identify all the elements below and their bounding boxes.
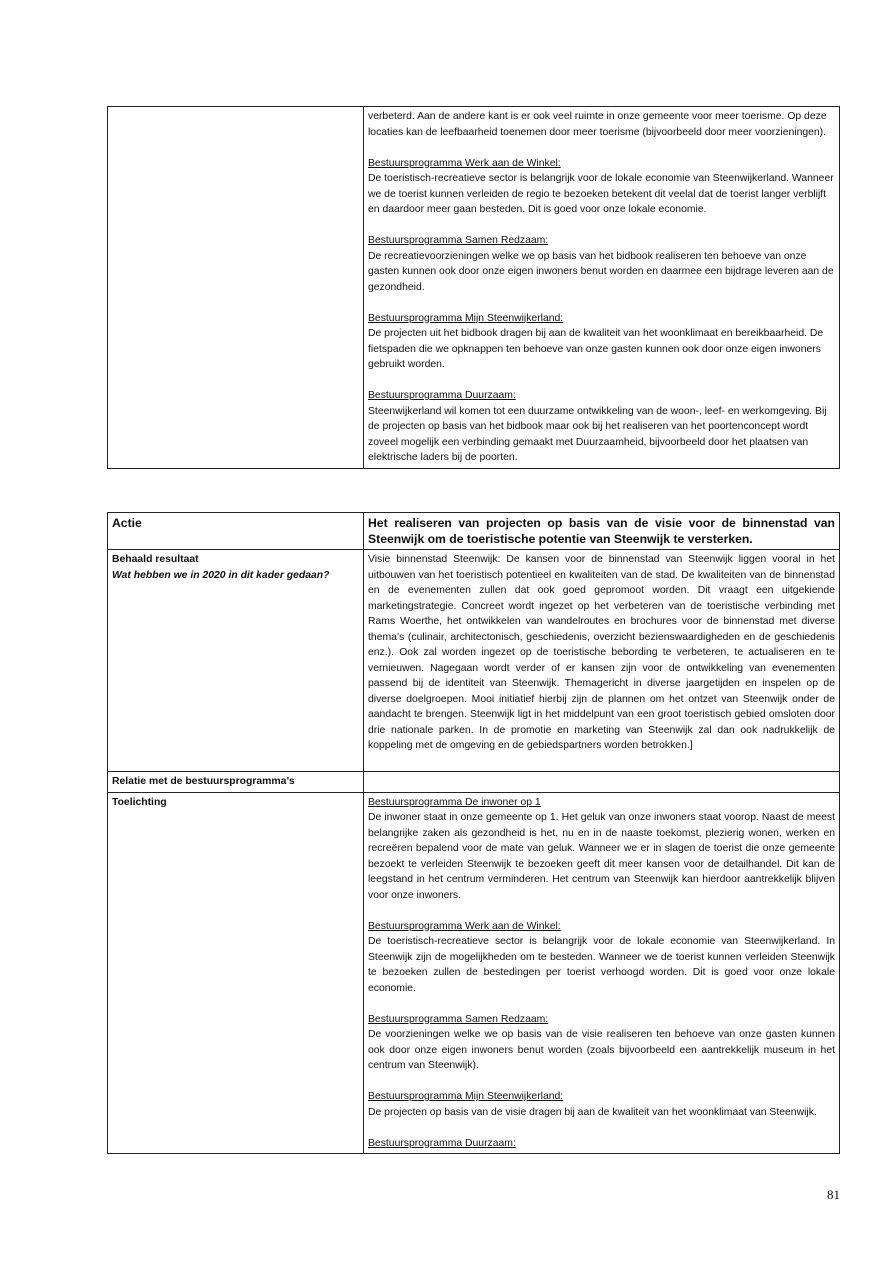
empty-left-cell [108,107,364,469]
resultaat-label-cell [108,550,364,772]
section-heading: Bestuursprogramma Samen Redzaam: [368,235,549,246]
toelichting-cell [364,792,840,1154]
section-text: De projecten uit het bidbook dragen bij aan de kwaliteit van het woonklimaat en bereikbaarheid. De fietspaden die we opknappen ten behoeve van onze gasten kunnen ook door onze eigen inwoners gebruikt worden. [368,328,824,370]
toelichting-label: Toelichting [108,792,364,1154]
section-text: De projecten op basis van de visie dragen bij aan de kwaliteit van het woonklimaat van Steenwijk. [368,1106,817,1118]
section-heading: Bestuursprogramma Mijn Steenwijkerland: [368,312,564,324]
section-heading: Bestuursprogramma Duurzaam: [368,1137,516,1149]
section-text: De toeristisch-recreatieve sector is belangrijk voor de lokale economie van Steenwijkerland. In Steenwijk zijn de mogelijkheden om te besteden. Wanneer we de toerist kunnen verleiden Steenwijk te bezoeken zullen de bestedingen per toerist verhoogd worden. Dit is goed voor onze lokale economie. [368,936,835,994]
section-text: De inwoner staat in onze gemeente op 1. Het geluk van onze inwoners staat voorop. Naast de meest belangrijke zaken als gezondheid is het, nu en in de naaste toekomst, plezierig wonen, werken en recreëren bepalend voor de mate van geluk. Wanneer we er in slagen de toerist die onze gemeente bezoekt te verleiden Steenwijk te bezoeken geeft dit meer kansen voor de detailhandel. Dit kan de leegstand in het centrum verminderen. Het centrum van Steenwijk kan hierdoor aantrekkelijk blijven voor onze inwoners. [368,812,835,901]
actie-label: Actie [108,513,364,550]
relatie-label: Relatie met de bestuursprogramma’s [108,772,364,793]
resultaat-text: Visie binnenstad Steenwijk: De kansen voor de binnenstad van Steenwijk liggen vooral in het uitbouwen van het toeristisch potentieel en kwaliteiten van de stad. De kwaliteiten van de binnenstad en de evenementen zullen dat ook goed gepromoot worden. Dit vraagt een uitgekiende marketingstrategie. Concreet wordt ingezet op het verbeteren van de toeristische verbinding met Rams Woerthe, het ontwikkelen van wandelroutes en brochures voor de binnenstad met diverse thema’s (culinair, architectonisch, geschiedenis, overzicht bezienswaardigheden en de geschiedenis enz.). Ook zal worden ingezet op de toeristische bebording te verbeteren, te actualiseren en te vernieuwen. Nagegaan wordt verder of er kansen zijn voor de ontwikkeling van evenementen passend bij de identiteit van Steenwijk. Themagericht in diverse jaargetijden en inspelen op de diverse doelgroepen. Mooi initiatief hierbij zijn de plannen om het ontzet van Steenwijk onder de aandacht te brengen. Steenwijk ligt in het middelpunt van een groot toeristisch gebied omsloten door drie nationale parken. In de promotie en marketing van Steenwijk zal dan ook nadrukkelijk de koppeling met de omgeving en de gebiedspartners worden betrokken.] [368,554,835,751]
section-text: De recreatievoorzieningen welke we op basis van het bidbook realiseren ten behoeve van onze gasten kunnen ook door onze eigen inwoners benut worden en daarmee een bijdrage leveren aan de gezondheid. [368,250,834,293]
table-continuation [107,106,840,469]
actie-table [107,512,840,1154]
toelichting-cell-continued [364,107,840,469]
section-text: Steenwijkerland wil komen tot een duurzame ontwikkeling van de woon-, leef- en werkomgeving. Bij de projecten op basis van het bidbook maar ook bij het realiseren van het poortenconcept wordt zoveel mogelijk een verbinding gemaakt met Duurzaamheid, bijvoorbeeld door het plaatsen van elektrische laders bij de poorten. [368,405,827,463]
section-heading: Bestuursprogramma Duurzaam: [368,390,516,401]
section-heading: Bestuursprogramma Werk aan de Winkel: [368,157,561,169]
section-heading: Bestuursprogramma Mijn Steenwijkerland: [368,1091,564,1102]
section-text: De toeristisch-recreatieve sector is belangrijk voor de lokale economie van Steenwijkerland. Wanneer we de toerist kunnen verleiden de regio te bezoeken betekent dit veelal dat de toerist langer verblijft en daardoor meer gaan besteden. Dit is goed voor onze lokale economie. [368,173,834,215]
section-heading: Bestuursprogramma Samen Redzaam: [368,1013,549,1025]
page-number: 81 [827,1187,840,1202]
resultaat-label: Behaald resultaat [112,554,199,565]
resultaat-question: Wat hebben we in 2020 in dit kader gedaan? [112,569,330,581]
section-text: De voorzieningen welke we op basis van de visie realiseren ten behoeve van onze gasten kunnen ook door onze eigen inwoners benut worden (zoals bijvoorbeeld een aantrekkelijk museum in het centrum van Steenwijk). [368,1029,835,1071]
relatie-empty-cell [364,772,840,793]
resultaat-cell [364,550,840,772]
intro-paragraph: verbeterd. Aan de andere kant is er ook veel ruimte in onze gemeente voor meer toerisme. Op deze locaties kan de leefbaarheid toenemen door meer toerisme (bijvoorbeeld door meer voorzieningen). [368,111,827,138]
actie-text: Het realiseren van projecten op basis van de visie voor de binnenstad van Steenwijk om de toeristische potentie van Steenwijk te versterken. [364,513,840,550]
section-heading: Bestuursprogramma Werk aan de Winkel: [368,920,561,932]
section-heading: Bestuursprogramma De inwoner op 1 [368,796,541,808]
